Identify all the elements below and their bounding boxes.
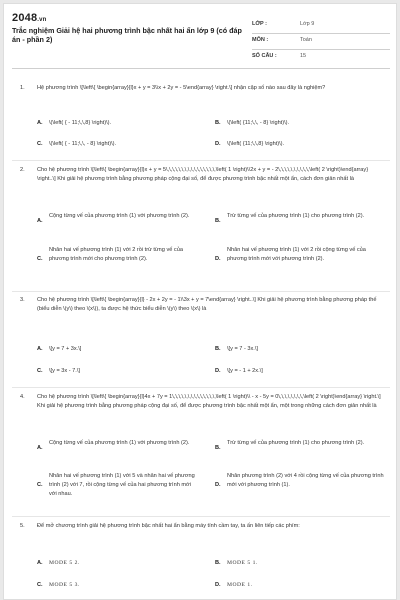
meta-value: Lớp 9 bbox=[300, 21, 315, 27]
option-letter: B. bbox=[215, 560, 221, 566]
option-text: \(\left( {11;\,\, - 8} \right)\). bbox=[227, 120, 290, 126]
meta-label: LỚP : bbox=[252, 21, 267, 27]
option-text: \(\left( { - 11;\,\, - 8} \right)\). bbox=[49, 141, 117, 147]
option-text: Nhân hai vế phương trình (1) với 5 và nhân hai vế phương trình (2) với 7, rồi cộng từng vế của hai phương trình mới với nhau. bbox=[49, 473, 195, 497]
meta-label: SỐ CÂU : bbox=[252, 53, 277, 59]
option-letter: B. bbox=[215, 445, 221, 451]
option-letter: C. bbox=[37, 582, 43, 588]
option-text: MODE 5 3. bbox=[49, 582, 80, 588]
option-letter: A. bbox=[37, 120, 43, 126]
option-letter: A. bbox=[37, 445, 43, 451]
site-logo[interactable]: 2048.vn bbox=[12, 12, 47, 24]
question-text: Hệ phương trình \[\left\{ \begin{array}{l}x + y = 3\\x + 2y = - 5\end{array} \right.\] nhận cặp số nào sau đây là nghiệm? bbox=[37, 85, 326, 91]
option-text: \(\left( {11;\,\,8} \right)\). bbox=[227, 141, 285, 147]
option-text: MODE 1. bbox=[227, 582, 253, 588]
header-divider bbox=[12, 68, 390, 69]
option-letter: A. bbox=[37, 560, 43, 566]
option-letter: A. bbox=[37, 218, 43, 224]
option-text: Trừ từng vế của phương trình (1) cho phương trình (2). bbox=[227, 213, 365, 219]
option-text: Cộng từng vế của phương trình (1) với phương trình (2). bbox=[49, 213, 190, 219]
option-text: \[y = - 1 + 2x.\] bbox=[227, 368, 263, 374]
question-number: 3. bbox=[20, 297, 25, 303]
question-text: Để mở chương trình giải hệ phương trình bậc nhất hai ẩn bằng máy tính cầm tay, ta ấn liên tiếp các phím: bbox=[37, 523, 300, 529]
option-letter: B. bbox=[215, 346, 221, 352]
option-letter: A. bbox=[37, 346, 43, 352]
meta-value: 15 bbox=[300, 53, 307, 59]
option-letter: C. bbox=[37, 482, 43, 488]
option-letter: B. bbox=[215, 120, 221, 126]
question-number: 5. bbox=[20, 523, 25, 529]
worksheet-title: Trắc nghiệm Giải hệ hai phương trình bậc nhất hai ẩn lớp 9 (có đáp án - phần 2) bbox=[12, 26, 242, 44]
option-letter: B. bbox=[215, 218, 221, 224]
meta-label: MÔN : bbox=[252, 37, 269, 43]
meta-value: Toán bbox=[300, 37, 312, 43]
option-text: Nhân phương trình (2) với 4 rồi cộng từng vế của phương trình mới với phương trình (1). bbox=[227, 473, 384, 488]
meta-row-class bbox=[252, 18, 390, 34]
worksheet-header bbox=[12, 12, 390, 62]
option-text: Cộng từng vế của phương trình (1) với phương trình (2). bbox=[49, 440, 190, 446]
worksheet-page bbox=[3, 3, 397, 600]
option-letter: C. bbox=[37, 141, 43, 147]
option-text: \(\left( { - 11;\,\,8} \right)\). bbox=[49, 120, 112, 126]
option-text: Trừ từng vế của phương trình (1) cho phương trình (2). bbox=[227, 440, 365, 446]
meta-row-subject bbox=[252, 34, 390, 50]
question-divider bbox=[12, 387, 390, 388]
question-number: 4. bbox=[20, 394, 25, 400]
option-text: Nhân hai vế phương trình (1) với 2 rồi trừ từng vế của phương trình mới cho phương trình (2). bbox=[49, 247, 183, 262]
question-divider bbox=[12, 516, 390, 517]
option-text: \[y = 7 + 3x.\] bbox=[49, 346, 82, 352]
option-text: MODE 5 1. bbox=[227, 560, 258, 566]
option-letter: C. bbox=[37, 256, 43, 262]
question-divider bbox=[12, 160, 390, 161]
option-text: MODE 5 2. bbox=[49, 560, 80, 566]
question-text: Cho hệ phương trình \[\left\{ \begin{array}{l}4x + 7y = 1\,\,\,\,\,\,\,\,\,\,\,\,\,\,\left( 1 \right)\\ - x - 5y = 0\,\,\,\,\,\,\,\,\left( 2 \right)\end{array} \right.\] Khi giải hệ phương trình bằng phương pháp cộng đại số, để được phương trình bậc nhất một ẩn, một trong những cách đơn giản nhất là bbox=[37, 394, 381, 409]
option-letter: D. bbox=[215, 256, 221, 262]
option-text: \[y = 3x - 7.\] bbox=[49, 368, 80, 374]
question-divider bbox=[12, 291, 390, 292]
question-number: 1. bbox=[20, 85, 25, 91]
option-letter: D. bbox=[215, 368, 221, 374]
question-text: Cho hệ phương trình \[\left\{ \begin{array}{l} - 2x + 2y = - 1\\3x + y = 7\end{array} \right..\] Khi giải hệ phương trình bằng phương pháp thế (biểu diễn \(y\) theo \(x\)), ta được hệ thức biểu diễn \(y\) theo \(x\) là bbox=[37, 297, 377, 312]
option-letter: C. bbox=[37, 368, 43, 374]
option-text: \[y = 7 - 3x.\] bbox=[227, 346, 258, 352]
question-number: 2. bbox=[20, 167, 25, 173]
question-text: Cho hệ phương trình \[\left\{ \begin{array}{l}x + y = 5\,\,\,\,\,\,\,\,\,\,\,\,\,\,\,\,\left( 1 \right)\\2x + y = - 2\,\,\,\,\,\,\,\,\,\,\left( 2 \right)\end{array} \right..\] Khi giải hệ phương trình bằng phương pháp cộng đại số, để được phương trình bậc nhất một ẩn, cách đơn giản nhất là bbox=[37, 167, 369, 182]
option-letter: D. bbox=[215, 141, 221, 147]
option-letter: D. bbox=[215, 582, 221, 588]
option-letter: D. bbox=[215, 482, 221, 488]
meta-row-count bbox=[252, 50, 390, 65]
option-text: Nhân hai vế phương trình (1) với 2 rồi cộng từng vế của phương trình mới với phương trình (2). bbox=[227, 247, 366, 262]
worksheet-meta bbox=[252, 18, 390, 65]
